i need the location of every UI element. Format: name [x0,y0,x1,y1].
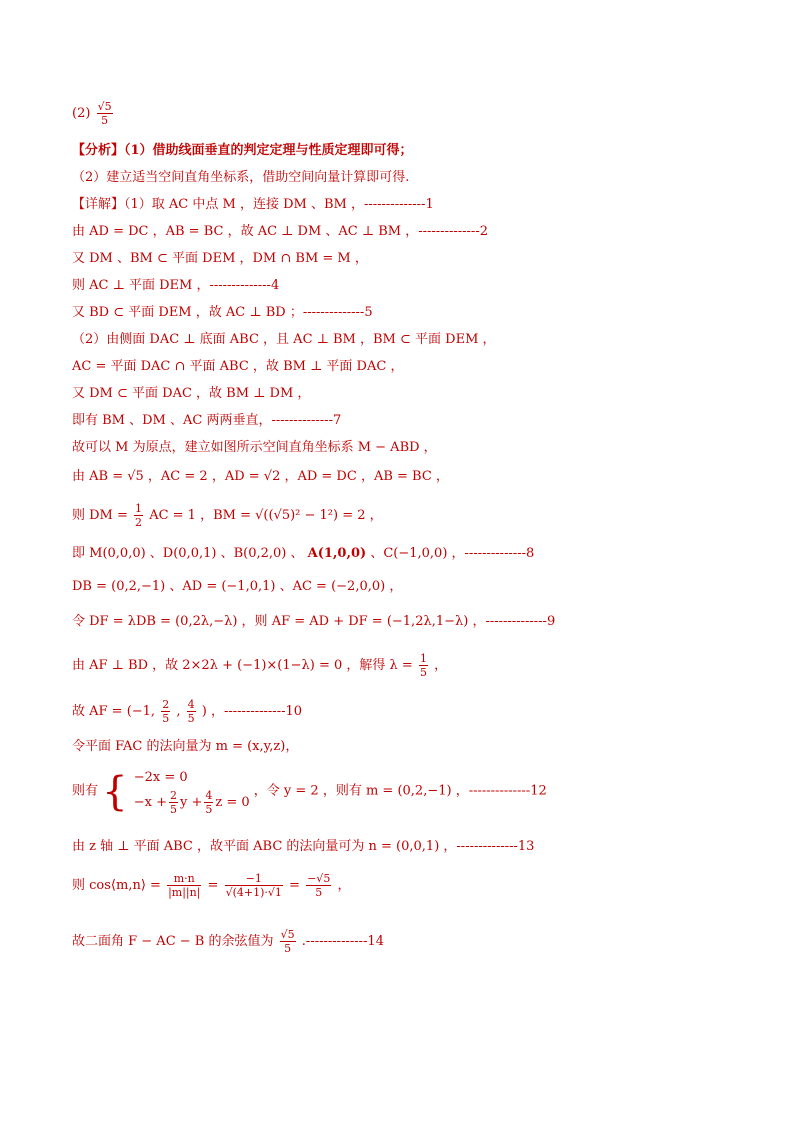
solution-line-3: 又 DM 、BM ⊂ 平面 DEM ，DM ∩ BM = M ， [72,251,368,266]
denominator: √(4+1)·√1 [225,886,282,899]
numerator: 4 [205,789,213,802]
point-a: A(1,0,0) [307,546,367,561]
fraction [204,789,213,816]
numerator: 4 [187,698,195,711]
numerator: 2 [162,698,170,711]
solution-line-10: 故可以 M 为原点，建立如图所示空间直角坐标系 M − ABD ， [72,440,437,455]
equation-2 [133,789,250,816]
text: 、C(−1,0,0) ，--------------8 [370,546,535,561]
fraction [167,872,201,899]
solution-line-11: 由 AB = √5 ，AC = 2 ，AD = √2 ，AD = DC ，AB = BC ， [72,469,449,484]
solution-line-15: 令 DF = λDB = (0,2λ,−λ) ，则 AF = AD + DF = (−1,2λ,1−λ) ，--------------9 [72,614,556,629]
denominator: 5 [315,886,323,899]
solution-line-14: DB = (0,2,−1) 、AD = (−1,0,1) 、AC = (−2,0,0) ， [72,579,403,594]
solution-line-4: 则 AC ⊥ 平面 DEM ，--------------4 [72,278,280,293]
denominator: 5 [170,803,177,816]
numerator: √5 [280,928,295,941]
fraction [306,872,331,899]
text: −x + [133,795,167,810]
text: .--------------14 [301,934,384,949]
solution-line-19 [72,767,547,816]
analysis-line-2: （2）建立适当空间直角坐标系，借助空间向量计算即可得. [72,170,410,185]
solution-line-13 [72,545,534,563]
solution-line-8: 又 DM ⊂ 平面 DAC ，故 BM ⊥ DM ， [72,386,311,401]
text: y + [180,795,203,810]
text: , [176,704,181,719]
text: 即 M(0,0,0) 、D(0,0,1) 、B(0,2,0) 、 [72,546,304,561]
denominator: 5 [419,666,427,679]
numerator: −1 [225,872,283,886]
fraction [280,928,296,955]
solution-line-21 [72,872,350,899]
text: 则 DM = [72,508,128,523]
left-brace: { [102,768,128,815]
fraction [161,698,170,725]
solution-line-1: 【详解】（1）取 AC 中点 M ，连接 DM 、BM ，--------------1 [72,197,434,212]
solution-line-22 [72,928,384,955]
analysis-line-1: 【分析】（1）借助线面垂直的判定定理与性质定理即可得； [72,143,413,158]
text: 则 cos⟨m,n⟩ = [72,878,161,893]
fraction [169,789,178,816]
text: 故 AF = (−1, [72,704,156,719]
equation-1: −2x = 0 [133,770,188,785]
solution-line-18: 令平面 FAC 的法向量为 m = (x,y,z)， [72,739,299,754]
text: 则有 [72,783,99,799]
fraction [97,100,113,127]
numerator: 1 [419,652,427,665]
numerator: m·n [167,872,201,886]
numerator: 2 [170,789,177,802]
text: AC = 1 ，BM = √((√5)² − 1²) = 2 ， [149,508,383,523]
solution-line-2: 由 AD = DC ，AB = BC ，故 AC ⊥ DM 、AC ⊥ BM ，--------------2 [72,224,488,239]
solution-line-16 [72,652,447,679]
text: ，令 y = 2 ，则有 m = (0,2,−1) ，--------------12 [253,783,547,799]
fraction [225,872,283,899]
denominator: 2 [135,516,143,529]
equation-system [134,767,250,816]
denominator: 5 [101,114,109,127]
fraction [187,698,196,725]
solution-line-9: 即有 BM 、DM 、AC 两两垂直，--------------7 [72,413,342,428]
solution-line-7: AC = 平面 DAC ∩ 平面 ABC ，故 BM ⊥ 平面 DAC ， [72,359,404,374]
denominator: 5 [162,712,170,725]
solution-line-5: 又 BD ⊂ 平面 DEM ，故 AC ⊥ BD ；--------------5 [72,305,373,320]
text: = [207,878,219,893]
text: ， [337,878,351,893]
solution-line-6: （2）由侧面 DAC ⊥ 底面 ABC ，且 AC ⊥ BM ，BM ⊂ 平面 DEM ， [72,332,496,347]
answer-part2 [72,100,115,127]
text: ) ，--------------10 [201,704,303,719]
text: ， [434,658,448,673]
text: 故二面角 F − AC − B 的余弦值为 [72,934,274,949]
numerator: −√5 [307,872,331,885]
numerator: √5 [97,100,112,113]
fraction [134,502,143,529]
solution-line-20: 由 z 轴 ⊥ 平面 ABC ，故平面 ABC 的法向量可为 n = (0,0,1) ，--------------13 [72,839,535,854]
part-label: (2) [72,106,91,121]
text: z = 0 [215,795,250,810]
numerator: 1 [135,502,143,515]
solution-line-12 [72,502,383,529]
solution-line-17 [72,698,302,725]
denominator: 5 [284,942,292,955]
denominator: 5 [187,712,195,725]
denominator: 5 [205,803,213,816]
text: = [289,878,300,893]
text: 由 AF ⊥ BD ，故 2×2λ + (−1)×(1−λ) = 0 ，解得 λ = [72,658,413,673]
fraction [419,652,428,679]
denominator: |m||n| [168,886,201,899]
